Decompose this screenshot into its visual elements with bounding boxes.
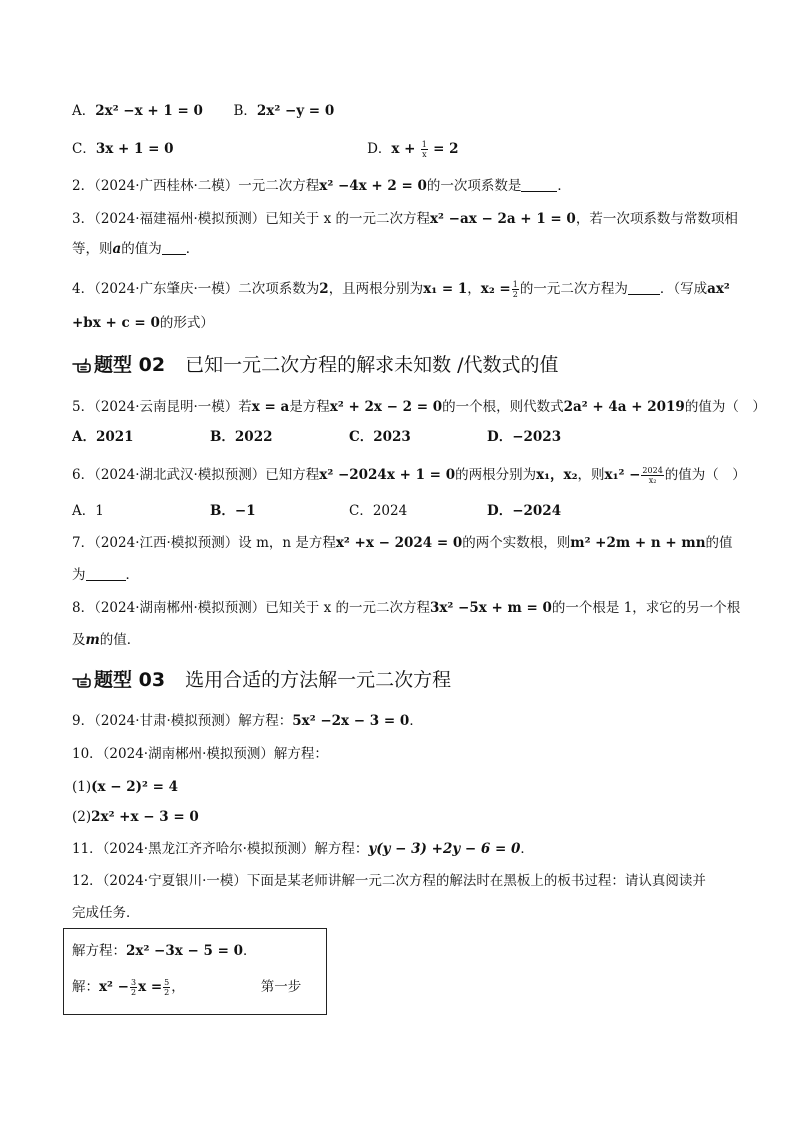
section-title: 已知一元二次方程的解求未知数 /代数式的值: [185, 354, 559, 376]
question-3-line-2: 等，则a的值为 ．: [72, 241, 200, 257]
section-label: 题型 03: [94, 669, 166, 691]
board-line-2: 解：x² − $\frac{3}{2}$ x = $\frac{5}{2}$ ， 第一步: [72, 978, 302, 997]
option-d-fraction: $\frac{1}{x}$: [421, 140, 427, 159]
option-d-equation-pre: x +: [391, 141, 416, 157]
question-10-part-2: (2)2x² +x − 3 = 0: [72, 809, 199, 825]
option-c: C．2024: [349, 503, 408, 519]
option-c-label: C．: [72, 141, 96, 157]
question-4-line-2: +bx + c = 0的形式）: [72, 315, 214, 331]
question-8-line-2: 及m的值．: [72, 632, 141, 648]
answer-blank: [162, 240, 186, 255]
option-b-label: B．: [233, 103, 257, 119]
option-d: D．−2023: [487, 429, 562, 445]
question-9: 9．（2024·甘肃·模拟预测）解方程：5x² −2x − 3 = 0．: [72, 713, 423, 729]
question-6: 6．（2024·湖北武汉·模拟预测）已知方程x² −2024x + 1 = 0的两根分别为x₁，x₂，则x₁² − $\frac{2024}{\text{x₂}}$ 的值为（ ）: [72, 466, 746, 485]
question-5: 5．（2024·云南昆明·一模）若x = a是方程x² + 2x − 2 = 0的一个根，则代数式2a² + 4a + 2019的值为（ ）: [72, 399, 766, 415]
section-title: 选用合适的方法解一元二次方程: [185, 669, 452, 691]
section-heading-03: [72, 667, 451, 693]
answer-blank: [86, 566, 126, 581]
question-11: 11．（2024·黑龙江齐齐哈尔·模拟预测）解方程：y(y − 3) +2y − 6 = 0．: [72, 841, 534, 857]
question-3-line-1: 3．（2024·福建福州·模拟预测）已知关于 x 的一元二次方程x² −ax − 2a + 1 = 0，若一次项系数与常数项相: [72, 211, 738, 227]
option-a-equation: 2x² −x + 1 = 0: [95, 103, 203, 119]
question-4-line-1: 4．（2024·广东肇庆·一模）二次项系数为2，且两根分别为x₁ = 1，x₂ = $\frac{1}{2}$ 的一元二次方程为 ．（写成ax²: [72, 280, 730, 299]
option-c: C．2023: [349, 429, 411, 445]
root-fraction: $\frac{1}{2}$: [512, 280, 518, 299]
board-fraction-2: $\frac{5}{2}$: [164, 978, 170, 997]
answer-blank: [628, 280, 660, 295]
question-7-line-1: 7．（2024·江西·模拟预测）设 m，n 是方程x² +x − 2024 = 0的两个实数根，则m² +2m + n + mn的值: [72, 535, 733, 551]
pointing-hand-icon: [72, 670, 92, 688]
pointing-hand-icon: [72, 355, 92, 373]
q1-option-row-cd: [72, 139, 459, 159]
option-d-equation-post: = 2: [433, 141, 459, 157]
answer-blank: [521, 177, 557, 192]
board-step-label: 第一步: [260, 979, 302, 995]
board-line-1: 解方程：2x² −3x − 5 = 0．: [72, 943, 257, 959]
expression-fraction: $\frac{2024}{\text{x₂}}$: [642, 466, 663, 485]
question-10: 10．（2024·湖南郴州·模拟预测）解方程：: [72, 746, 328, 762]
option-b: B．−1: [210, 503, 256, 519]
option-d-label: D．: [367, 141, 392, 157]
option-b-equation: 2x² −y = 0: [256, 103, 335, 119]
option-c-equation: 3x + 1 = 0: [95, 141, 174, 157]
option-a-label: A．: [72, 103, 96, 119]
option-a: A．2021: [72, 429, 134, 445]
section-label: 题型 02: [94, 354, 166, 376]
board-fraction-1: $\frac{3}{2}$: [130, 978, 137, 997]
question-5-options: [72, 427, 561, 447]
question-12-line-2: 完成任务．: [72, 905, 140, 921]
option-a: A．1: [72, 503, 104, 519]
question-2: 2．（2024·广西桂林·二模）一元二次方程x² −4x + 2 = 0的一次项系数是 ．: [72, 178, 571, 194]
question-8-line-1: 8．（2024·湖南郴州·模拟预测）已知关于 x 的一元二次方程3x² −5x + m = 0的一个根是 1，求它的另一个根: [72, 600, 741, 616]
question-12-line-1: 12．（2024·宁夏银川·一模）下面是某老师讲解一元二次方程的解法时在黑板上的板书过程：请认真阅读并: [72, 873, 706, 889]
q1-option-row-ab: [72, 101, 334, 121]
option-b: B．2022: [210, 429, 273, 445]
question-7-line-2: 为 ．: [72, 567, 139, 583]
section-heading-02: [72, 352, 559, 378]
question-10-part-1: (1)(x − 2)² = 4: [72, 779, 179, 795]
question-6-options: [72, 501, 561, 521]
option-d: D．−2024: [487, 503, 562, 519]
